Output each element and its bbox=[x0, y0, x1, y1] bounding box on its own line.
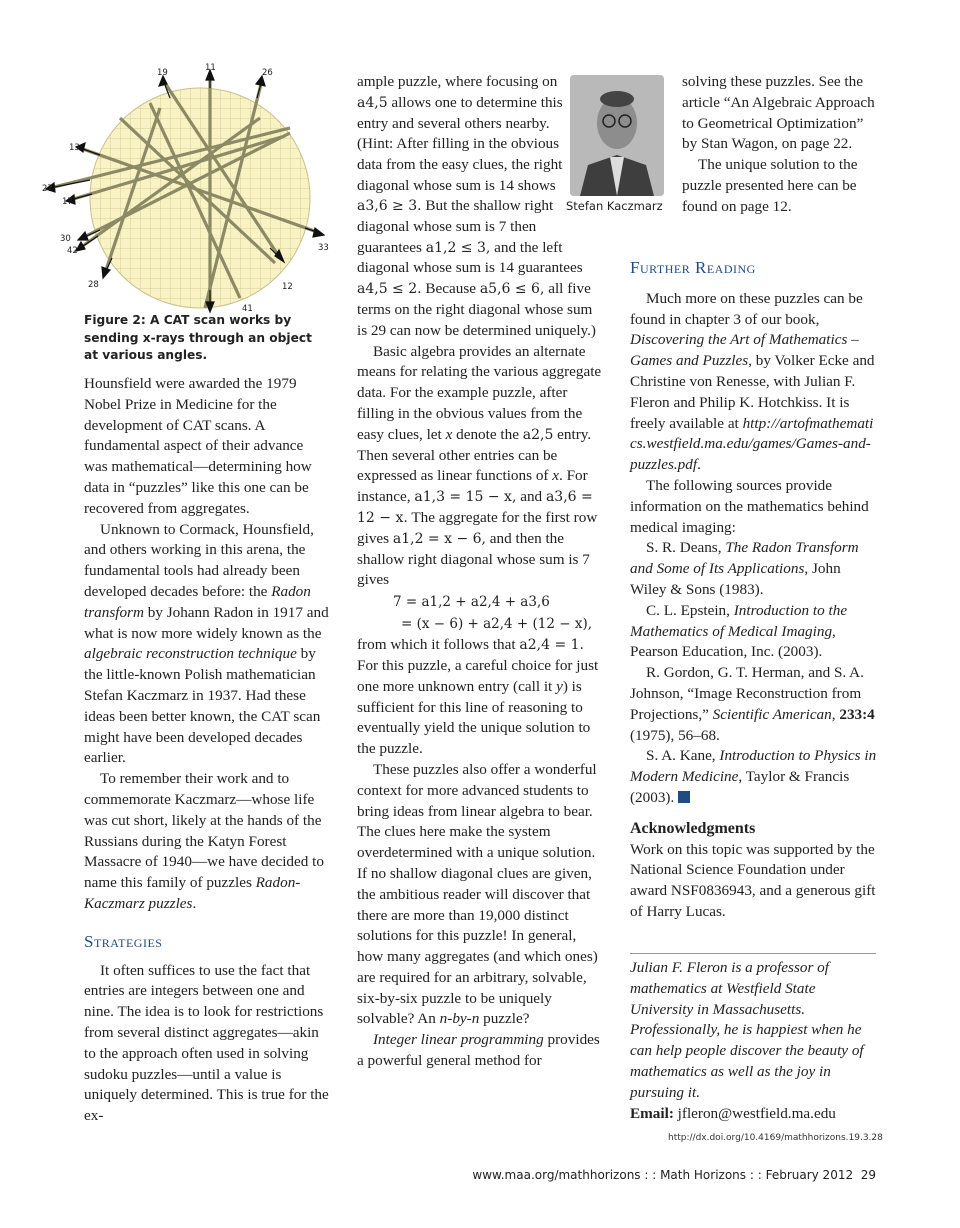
book-url-link[interactable]: http://artofmathematics.westfield.ma.edu/games/Games-and-puzzles.pdf bbox=[630, 414, 874, 474]
column-2-continued bbox=[357, 196, 602, 1072]
equation: 7 = a1,2 + a2,4 + a3,6 = (x − 6) + a2,4 + (12 − x), bbox=[393, 594, 593, 633]
reference-item: S. R. Deans, The Radon Transform and Some of Its Applications, John Wiley & Sons (1983). bbox=[630, 539, 859, 598]
figure-label: 30 bbox=[60, 234, 71, 244]
paragraph: Unknown to Cormack, Hounsfield, and others working in this arena, the fundamental tools had already been developed decades before: the Radon transform by Johann Radon in 1917 and what is now more widely known as the algebraic reconstruction technique by the little-known Polish mathematician Stefan Kaczmarz in 1937. Had these ideas been better known, the CAT scan might have been developed decades earlier. bbox=[84, 520, 329, 767]
author-bio bbox=[630, 958, 878, 1124]
figure-label: 17 bbox=[62, 197, 73, 207]
column-2 bbox=[357, 72, 565, 197]
email-line: Email: jfleron@westfield.ma.edu bbox=[630, 1104, 836, 1122]
figure-label: 19 bbox=[157, 68, 168, 78]
section-heading-strategies: Strategies bbox=[84, 931, 163, 951]
paragraph: from which it follows that a2,4 = 1. For this puzzle, a careful choice for just one more unknown entry (call it y) is sufficient for this line of reasoning to eventually yield the unique solution to the puzzle. bbox=[357, 636, 599, 758]
paragraph: The following sources provide information on the mathematics behind medical imaging: bbox=[630, 476, 869, 536]
paragraph: Basic algebra provides an alternate means for relating the various aggregate data. For the example puzzle, after filling in the obvious values from the easy clues, let x denote the a2,5 entry. Then several other entries can be expressed as linear functions of x. For instance, a1,3 = 15 − x, and a3,6 = 12 − x. The aggregate for the first row gives a1,2 = x − 6, and then the shallow right diagonal whose sum is 7 gives bbox=[357, 342, 602, 589]
acknowledgments-heading: Acknowledgments bbox=[630, 819, 756, 837]
math: a4,5 bbox=[357, 94, 388, 111]
paragraph: These puzzles also offer a wonderful context for more advanced students to bring ideas from linear algebra to bear. The clues here make the system overdetermined with a unique solution. If no shallow diagonal clues are given, the ambitious reader will discover that there are more than 19,000 distinct solutions for this puzzle! In general, how many aggregates (and which ones) are required for an arbitrary, solvable, six-by-six puzzle to be uniquely solvable? An n-by-n puzzle? bbox=[357, 760, 598, 1028]
paragraph: ample puzzle, where focusing on a4,5 allows one to determine this entry and several others nearby. (Hint: After filling in the obvious data from the easy clues, the right diagonal whose sum is 14 shows bbox=[357, 73, 563, 194]
divider bbox=[630, 953, 876, 954]
column-3 bbox=[630, 258, 878, 923]
paragraph: solving these puzzles. See the article “An Algebraic Approach to Geometrical Optimization” by Stan Wagon, on page 22. bbox=[682, 73, 875, 153]
figure-label: 33 bbox=[318, 243, 329, 253]
cat-scan-figure bbox=[30, 58, 340, 318]
figure-label: 13 bbox=[69, 143, 80, 153]
reference-item: R. Gordon, G. T. Herman, and S. A. Johnson, “Image Reconstruction from Projections,” Scientific American, 233:4 (1975), 56–68. bbox=[630, 664, 875, 744]
kaczmarz-photo bbox=[570, 75, 664, 196]
figure-label: 11 bbox=[205, 63, 216, 73]
paragraph: Hounsfield were awarded the 1979 Nobel Prize in Medicine for the development of CAT scans. A fundamental aspect of their advance was mathematical—determining how data in “puzzles” like this one can be recovered from aggregates. bbox=[84, 375, 312, 517]
paragraph: Integer linear programming provides a powerful general method for bbox=[357, 1031, 600, 1070]
reference-item: S. A. Kane, Introduction to Physics in Modern Medicine, Taylor & Francis (2003). bbox=[630, 747, 877, 806]
figure-label: 27 bbox=[42, 184, 53, 194]
doi-link[interactable]: http://dx.doi.org/10.4169/mathhorizons.19.3.28 bbox=[668, 1133, 883, 1143]
bio-text: Julian F. Fleron is a professor of mathematics at Westfield State University in Massachusetts. Professionally, he is happiest when he can help people discover the beauty of mathematics as well as the joy in pursuing it. bbox=[630, 959, 864, 1101]
acknowledgments-text: Work on this topic was supported by the National Science Foundation under award NSF0836943, and a generous gift of Harry Lucas. bbox=[630, 840, 876, 920]
column-3-top bbox=[682, 72, 878, 218]
column-1 bbox=[84, 374, 330, 1127]
reference-item: C. L. Epstein, Introduction to the Mathematics of Medical Imaging, Pearson Education, Inc. (2003). bbox=[630, 601, 848, 661]
paragraph: a3,6 ≥ 3. But the shallow right diagonal whose sum is 7 then guarantees a1,2 ≤ 3, and the left diagonal whose sum is 14 guarantees a4,5 ≤ 2. Because a5,6 ≤ 6, all five terms on the right diagonal whose sum is 29 can now be determined uniquely.) bbox=[357, 197, 596, 339]
figure-caption: Figure 2: A CAT scan works by sending x-rays through an object at various angles. bbox=[84, 313, 312, 362]
paragraph: To remember their work and to commemorate Kaczmarz—whose life was cut short, likely at the hands of the Russians during the Katyn Forest Massacre of 1940—we have decided to name this family of puzzles Radon-Kaczmarz puzzles. bbox=[84, 770, 324, 912]
figure-label: 12 bbox=[282, 282, 293, 292]
section-heading-further-reading: Further Reading bbox=[630, 258, 756, 277]
figure-label: 42 bbox=[67, 246, 78, 256]
paragraph: It often suffices to use the fact that entries are integers between one and nine. The idea is to look for restrictions from several distinct aggregates—akin to the approach often used in solving sudoku puzzles—until a value is uniquely determined. This is true for the ex- bbox=[84, 961, 329, 1125]
figure-label: 28 bbox=[88, 280, 99, 290]
figure-label: 41 bbox=[242, 304, 253, 314]
email-link[interactable]: jfleron@westfield.ma.edu bbox=[673, 1104, 836, 1122]
paragraph: The unique solution to the puzzle presented here can be found on page 12. bbox=[682, 156, 858, 215]
paragraph: Much more on these puzzles can be found in chapter 3 of our book, Discovering the Art of Mathematics – Games and Puzzles, by Volker Ecke and Christine von Renesse, with Julian F. Fleron and Philip K. Hotchkiss. It is freely available at http://artofmathematics.westfield.ma.edu/games/Games-and-puzzles.pdf. bbox=[630, 289, 875, 474]
figure-label: 26 bbox=[262, 68, 273, 78]
end-mark-icon bbox=[678, 791, 690, 803]
photo-caption: Stefan Kaczmarz bbox=[566, 199, 663, 213]
page-footer: www.maa.org/mathhorizons : : Math Horizons : : February 2012 29 bbox=[472, 1168, 876, 1182]
